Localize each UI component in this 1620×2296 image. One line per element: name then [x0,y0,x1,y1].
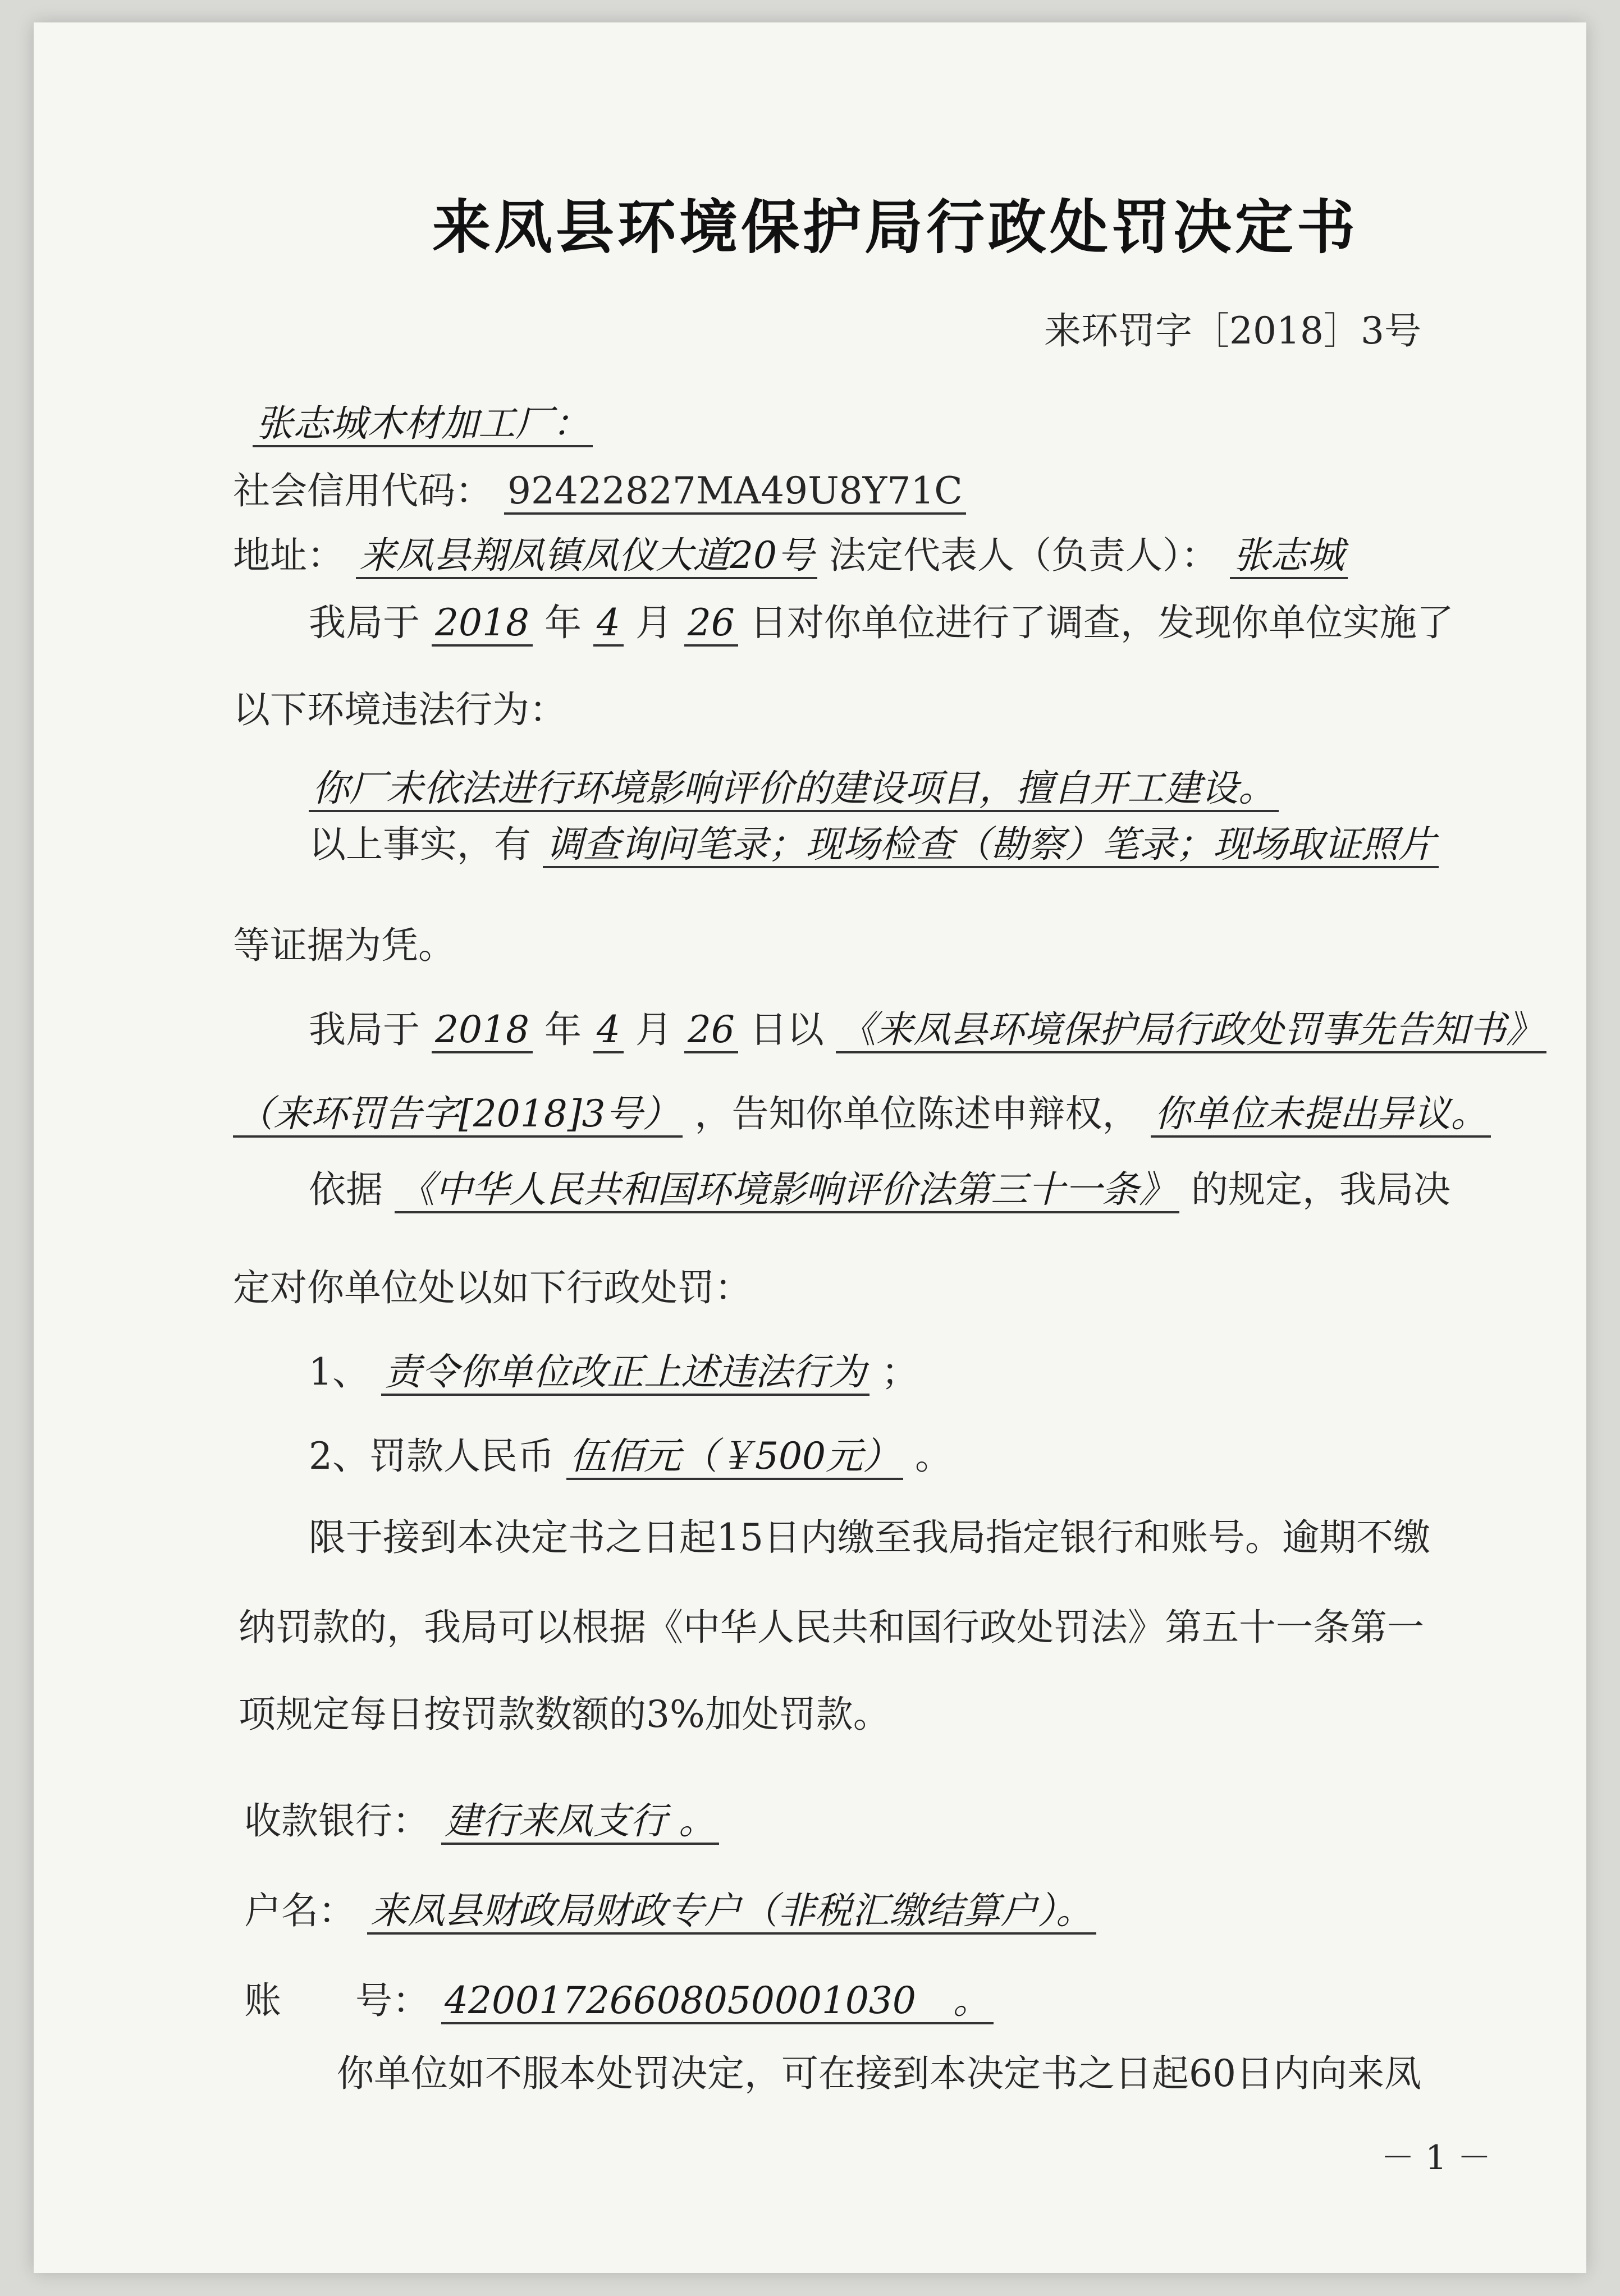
legal-basis: 《中华人民共和国环境影响评价法第三十一条》 [395,1168,1179,1213]
credit-code-line [233,466,966,516]
notice-year: 2018 [432,1008,533,1053]
violation-text: 你厂未依法进行环境影响评价的建设项目，擅自开工建设。 [309,767,1279,812]
account-name-line [244,1886,1096,1936]
penalty-correction: 责令你单位改正上述违法行为 [381,1350,870,1396]
account-number-label: 账 号： [244,1979,429,2022]
notice-month: 4 [593,1008,624,1053]
investigation-year: 2018 [432,601,533,647]
account-number-line [244,1976,994,2026]
penalty-item-2 [309,1431,952,1482]
paragraph-payment-3: 项规定每日按罚款数额的3%加处罚款。 [239,1693,890,1736]
document-number: 来环罚字［2018］3号 [1044,309,1421,352]
credit-code-label: 社会信用代码： [233,469,492,512]
address-value: 来凤县翔凤镇凤仪大道20号 [356,534,817,579]
account-name-label: 户名： [244,1889,355,1932]
paragraph-legal-basis [309,1165,1450,1215]
paragraph-evidence-cont: 等证据为凭。 [233,924,455,967]
text-span: 1、 [309,1350,369,1394]
document-title: 来凤县环境保护局行政处罚决定书 [432,193,1359,262]
text-span: 月 [635,601,672,644]
text-span: 日以 [749,1008,824,1051]
text-span: 。 [914,1435,952,1478]
account-number-value: 42001726608050001030 。 [441,1979,994,2024]
text-span: 2、罚款人民币 [309,1435,555,1478]
notice-number: （来环罚告字[2018]3号） [233,1092,683,1138]
paragraph-legal-basis-cont: 定对你单位处以如下行政处罚： [233,1266,752,1309]
address-label: 地址： [233,534,344,577]
address-line [233,530,1348,581]
response-text: 你单位未提出异议。 [1151,1092,1491,1138]
legal-rep-label: 法定代表人（负责人）： [829,534,1218,577]
paragraph-payment-1: 限于接到本决定书之日起15日内缴至我局指定银行和账号。逾期不缴 [309,1516,1430,1559]
bank-value: 建行来凤支行 。 [441,1799,719,1845]
credit-code-value: 92422827MA49U8Y71C [504,469,966,515]
text-span: 我局于 [309,601,420,644]
recipient-line [253,398,593,449]
text-span: 年 [544,1008,582,1051]
notice-title: 《来凤县环境保护局行政处罚事先告知书》 [836,1008,1546,1053]
bank-label: 收款银行： [244,1799,429,1843]
paragraph-notice-cont [233,1089,1491,1139]
account-name-value: 来凤县财政局财政专户（非税汇缴结算户）。 [367,1889,1096,1935]
text-span: 日对你单位进行了调查，发现你单位实施了 [749,601,1454,644]
text-span: 依据 [309,1168,383,1211]
document-page [34,22,1586,2273]
paragraph-notice [309,1005,1546,1055]
violation-line [309,763,1279,814]
recipient-name: 张志城木材加工厂： [253,402,593,447]
text-span: ，告知你单位陈述申辩权， [694,1092,1140,1135]
notice-day: 26 [684,1008,738,1053]
paragraph-investigation-cont: 以下环境违法行为： [233,688,566,731]
investigation-day: 26 [684,601,738,647]
text-span: 我局于 [309,1008,420,1051]
bank-line [244,1796,719,1846]
penalty-item-1 [309,1347,918,1397]
page-number: － 1 － [1381,2138,1491,2178]
text-span: 月 [635,1008,672,1051]
paragraph-appeal: 你单位如不服本处罚决定，可在接到本决定书之日起60日内向来凤 [337,2052,1421,2095]
investigation-month: 4 [593,601,624,647]
paragraph-evidence [309,819,1439,870]
paragraph-investigation [309,598,1454,648]
legal-rep-value: 张志城 [1230,534,1348,579]
evidence-list: 调查询问笔录；现场检查（勘察）笔录；现场取证照片 [543,823,1439,868]
text-span: 以上事实，有 [309,823,531,866]
penalty-fine: 伍佰元（￥500元） [566,1435,903,1480]
text-span: ； [881,1350,918,1394]
text-span: 的规定，我局决 [1191,1168,1450,1211]
text-span: 年 [544,601,582,644]
paragraph-payment-2: 纳罚款的，我局可以根据《中华人民共和国行政处罚法》第五十一条第一 [239,1606,1424,1649]
